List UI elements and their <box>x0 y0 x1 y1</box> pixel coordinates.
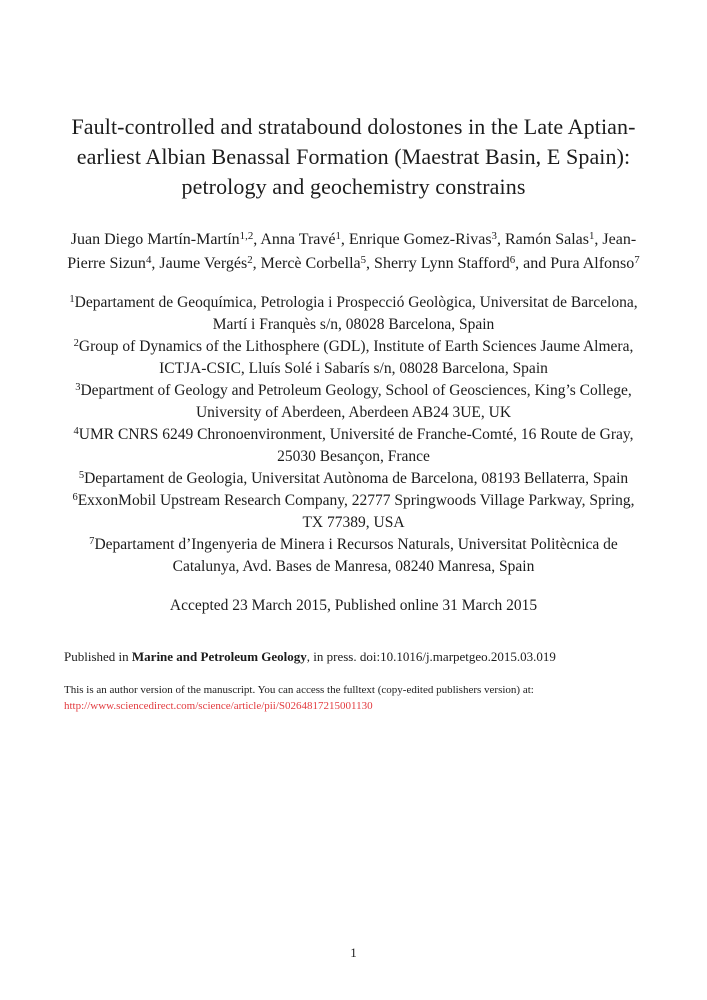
affiliation: $^3$Department of Geology and Petroleum Geology, School of Geosciences, King’s College, University of Aberdeen, Aberdeen AB24 3UE, UK <box>75 382 632 421</box>
affiliation-number: 3 <box>75 382 81 394</box>
author-affiliation-ref: 5 <box>360 254 367 267</box>
author-affiliation-ref: 1 <box>335 230 341 243</box>
affiliation-number: 5 <box>78 470 85 482</box>
page-number: 1 <box>350 945 357 960</box>
acceptance-line: Accepted 23 March 2015, Published online 31 March 2015 <box>169 597 538 614</box>
affiliation: $^5$Departament de Geologia, Universitat Autònoma de Barcelona, 08193 Bellaterra, Spain <box>78 470 629 487</box>
published-in-line <box>64 648 643 666</box>
author: Sherry Lynn Stafford$^6$ <box>374 254 516 272</box>
journal-name: Marine and Petroleum Geology <box>131 649 307 664</box>
author: Jean-Pierre Sizun$^4$ <box>67 231 637 272</box>
author-affiliation-ref: 1 <box>588 230 595 243</box>
author: Ramón Salas$^1$ <box>504 230 595 248</box>
author-affiliation-ref: 3 <box>491 230 497 243</box>
published-prefix: Published in <box>64 649 132 664</box>
author: Enrique Gomez-Rivas$^3$ <box>348 230 497 248</box>
affiliation: $^6$ExxonMobil Upstream Research Company, 22777 Springwoods Village Parkway, Spring, TX 77389, USA <box>72 492 635 531</box>
author: Pura Alfonso$^7$ <box>550 254 640 272</box>
author: Mercè Corbella$^5$ <box>260 254 367 272</box>
fulltext-link[interactable]: http://www.sciencedirect.com/science/article/pii/S0264817215001130 <box>64 700 373 712</box>
affiliation-number: 4 <box>73 426 79 438</box>
affiliation-list <box>64 292 643 578</box>
author-affiliation-ref: 7 <box>634 254 640 267</box>
author: Jaume Vergés$^2$ <box>159 254 253 272</box>
author-affiliation-ref: 1,2 <box>239 230 254 243</box>
author-affiliation-ref: 2 <box>247 254 253 267</box>
affiliation-number: 6 <box>72 492 78 504</box>
author-version-note <box>64 682 643 714</box>
affiliation-number: 1 <box>69 294 75 306</box>
author-list: Juan Diego Martín-Martín$^{1,2}$, Anna Travé$^1$, Enrique Gomez-Rivas$^3$, Ramón Salas$^1$, Jean-Pierre Sizun$^4$, Jaume Vergés$^2$, Mercè Corbella$^5$, Sherry Lynn Stafford$^6$, and Pura Alfonso$^7$ <box>67 230 640 272</box>
author-affiliation-ref: 6 <box>509 254 516 267</box>
author-version-text: This is an author version of the manuscript. You can access the fulltext (copy-edited publishers version) at: <box>64 684 534 696</box>
paper-title: Fault-controlled and stratabound dolostones in the Late Aptian-earliest Albian Benassal Formation (Maestrat Basin, E Spain): petrology and geochemistry constrains <box>71 114 636 199</box>
affiliation: $^4$UMR CNRS 6249 Chronoenvironment, Université de Franche-Comté, 16 Route de Gray, 25030 Besançon, France <box>73 426 634 465</box>
author: Juan Diego Martín-Martín$^{1,2}$ <box>70 230 254 248</box>
affiliation: $^1$Departament de Geoquímica, Petrologia i Prospecció Geològica, Universitat de Barcelona, Martí i Franquès s/n, 08028 Barcelona, Spain <box>69 294 638 333</box>
affiliation-number: 2 <box>73 338 79 350</box>
author-affiliation-ref: 4 <box>145 254 152 267</box>
published-suffix: , in press. doi:10.1016/j.marpetgeo.2015.03.019 <box>306 649 556 664</box>
affiliation-number: 7 <box>89 536 95 548</box>
author: Anna Travé$^1$ <box>260 230 341 248</box>
affiliation: $^7$Departament d’Ingenyeria de Minera i Recursos Naturals, Universitat Politècnica de Catalunya, Avd. Bases de Manresa, 08240 Manresa, Spain <box>89 536 618 575</box>
affiliation: $^2$Group of Dynamics of the Lithosphere (GDL), Institute of Earth Sciences Jaume Almera, ICTJA-CSIC, Lluís Solé i Sabarís s/n, 08028 Barcelona, Spain <box>73 338 634 377</box>
